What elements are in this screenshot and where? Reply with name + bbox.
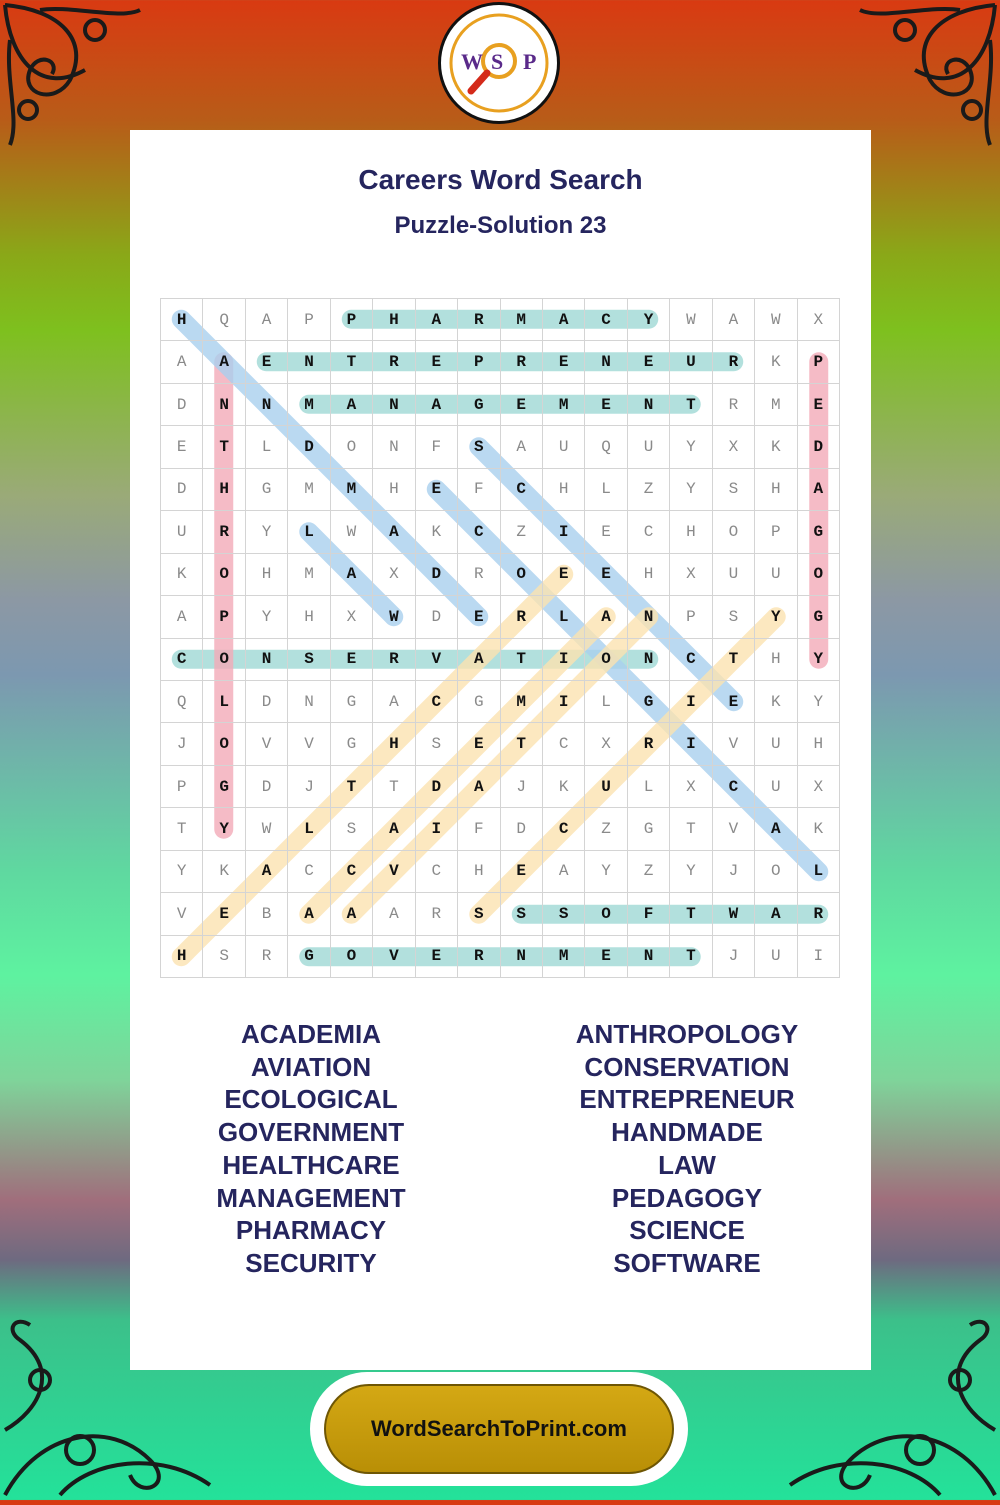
grid-cell[interactable]: S xyxy=(543,893,585,935)
grid-cell[interactable]: N xyxy=(501,936,543,978)
grid-cell[interactable]: I xyxy=(543,681,585,723)
grid-cell[interactable]: X xyxy=(670,766,712,808)
grid-cell[interactable]: C xyxy=(543,808,585,850)
grid-cell[interactable]: H xyxy=(373,469,415,511)
grid-cell[interactable]: S xyxy=(713,596,755,638)
grid-cell[interactable]: J xyxy=(161,723,203,765)
grid-cell[interactable]: J xyxy=(713,851,755,893)
grid-cell[interactable]: P xyxy=(670,596,712,638)
word-list-item: HEALTHCARE xyxy=(222,1149,400,1180)
grid-cell[interactable]: M xyxy=(543,384,585,426)
word-list-item: AVIATION xyxy=(250,1051,372,1082)
grid-cell[interactable]: E xyxy=(458,723,500,765)
word-list-item: ANTHROPOLOGY xyxy=(575,1019,799,1049)
grid-cell[interactable]: D xyxy=(246,681,288,723)
grid-cell[interactable]: W xyxy=(373,596,415,638)
grid-cell[interactable]: Y xyxy=(585,851,627,893)
grid-cell[interactable]: K xyxy=(755,341,797,383)
grid-cell[interactable]: V xyxy=(161,893,203,935)
grid-cell[interactable]: O xyxy=(755,851,797,893)
grid-cell[interactable]: U xyxy=(585,766,627,808)
grid-cell[interactable]: N xyxy=(373,384,415,426)
ornament-top-left xyxy=(0,0,150,150)
grid-cell[interactable]: D xyxy=(416,596,458,638)
grid-cell[interactable]: K xyxy=(755,426,797,468)
grid-cell[interactable]: T xyxy=(670,936,712,978)
grid-cell[interactable]: U xyxy=(755,766,797,808)
grid-cell[interactable]: Q xyxy=(161,681,203,723)
grid-cell[interactable]: O xyxy=(331,426,373,468)
page-subtitle: Puzzle-Solution 23 xyxy=(394,212,607,239)
grid-cell[interactable]: G xyxy=(798,596,840,638)
grid-cell[interactable]: R xyxy=(798,893,840,935)
grid-cell[interactable]: G xyxy=(628,681,670,723)
grid-cell[interactable]: T xyxy=(670,808,712,850)
word-list-item: ENTREPRENEUR xyxy=(579,1084,795,1115)
grid-cell[interactable]: D xyxy=(798,426,840,468)
grid-cell[interactable]: Y xyxy=(798,639,840,681)
grid-cell[interactable]: A xyxy=(755,808,797,850)
grid-cell[interactable]: E xyxy=(458,596,500,638)
puzzle-card xyxy=(130,130,871,1370)
grid-cell[interactable]: N xyxy=(288,681,330,723)
grid-cell[interactable]: A xyxy=(416,299,458,341)
grid-cell[interactable]: C xyxy=(713,766,755,808)
grid-cell[interactable]: D xyxy=(288,426,330,468)
grid-cell[interactable]: D xyxy=(246,766,288,808)
grid-cell[interactable]: E xyxy=(203,893,245,935)
grid-cell[interactable]: X xyxy=(713,426,755,468)
grid-cell[interactable]: Z xyxy=(585,808,627,850)
grid-cell[interactable]: U xyxy=(755,936,797,978)
grid-cell[interactable]: C xyxy=(458,511,500,553)
grid-cell[interactable]: A xyxy=(798,469,840,511)
wsp-logo[interactable] xyxy=(438,2,560,124)
grid-cell[interactable]: G xyxy=(628,808,670,850)
grid-cell[interactable]: P xyxy=(288,299,330,341)
grid-cell[interactable]: M xyxy=(501,681,543,723)
grid-cell[interactable]: S xyxy=(203,936,245,978)
grid-cell[interactable]: D xyxy=(416,766,458,808)
grid-cell[interactable]: C xyxy=(628,511,670,553)
grid-cell[interactable]: Y xyxy=(246,511,288,553)
grid-cell[interactable]: C xyxy=(585,299,627,341)
grid-cell[interactable]: Y xyxy=(670,426,712,468)
grid-cell[interactable]: A xyxy=(458,639,500,681)
grid-cell[interactable]: J xyxy=(501,766,543,808)
grid-cell[interactable]: H xyxy=(670,511,712,553)
grid-cell[interactable]: T xyxy=(203,426,245,468)
grid-cell[interactable]: X xyxy=(585,723,627,765)
grid-cell[interactable]: P xyxy=(798,341,840,383)
grid-cell[interactable]: E xyxy=(585,384,627,426)
footer-text: WordSearchToPrint.com xyxy=(371,1416,627,1441)
logo-letter-p: P xyxy=(523,49,537,74)
word-list-item: ACADEMIA xyxy=(240,1019,382,1049)
grid-cell[interactable]: L xyxy=(288,511,330,553)
grid-cell[interactable]: H xyxy=(755,469,797,511)
grid-cell[interactable]: F xyxy=(628,893,670,935)
grid-cell[interactable]: O xyxy=(203,723,245,765)
grid-cell[interactable]: Y xyxy=(670,851,712,893)
grid-cell[interactable]: H xyxy=(288,596,330,638)
grid-cell[interactable]: A xyxy=(373,893,415,935)
grid-cell[interactable]: G xyxy=(203,766,245,808)
grid-cell[interactable]: H xyxy=(628,554,670,596)
grid-cell[interactable]: I xyxy=(670,723,712,765)
grid-cell[interactable]: E xyxy=(331,639,373,681)
grid-cell[interactable]: H xyxy=(755,639,797,681)
grid-cell[interactable]: C xyxy=(288,851,330,893)
grid-cell[interactable]: A xyxy=(203,341,245,383)
grid-cell[interactable]: S xyxy=(331,808,373,850)
grid-cell[interactable]: L xyxy=(798,851,840,893)
grid-cell[interactable]: R xyxy=(373,639,415,681)
grid-cell[interactable]: O xyxy=(585,639,627,681)
grid-cell[interactable]: R xyxy=(713,384,755,426)
grid-cell[interactable]: M xyxy=(288,469,330,511)
grid-cell[interactable]: G xyxy=(331,681,373,723)
word-list-item: PHARMACY xyxy=(235,1215,387,1246)
grid-cell[interactable]: N xyxy=(246,384,288,426)
grid-cell[interactable]: A xyxy=(246,299,288,341)
grid-cell[interactable]: M xyxy=(288,554,330,596)
grid-cell[interactable]: M xyxy=(755,384,797,426)
grid-cell[interactable]: E xyxy=(798,384,840,426)
grid-cell[interactable]: E xyxy=(585,936,627,978)
grid-cell[interactable]: A xyxy=(713,299,755,341)
grid-cell[interactable]: H xyxy=(161,936,203,978)
grid-cell[interactable]: G xyxy=(458,681,500,723)
grid-cell[interactable]: P xyxy=(458,341,500,383)
grid-cell[interactable]: A xyxy=(373,808,415,850)
grid-cell[interactable]: E xyxy=(246,341,288,383)
word-list-item: SECURITY xyxy=(245,1247,377,1278)
grid-cell[interactable]: M xyxy=(543,936,585,978)
grid-cell[interactable]: V xyxy=(288,723,330,765)
logo-letter-s: S xyxy=(491,49,504,74)
word-list-item: CONSERVATION xyxy=(584,1051,790,1082)
grid-cell[interactable]: U xyxy=(755,723,797,765)
grid-cell[interactable]: G xyxy=(798,511,840,553)
grid-cell[interactable]: D xyxy=(161,469,203,511)
grid-cell[interactable]: E xyxy=(628,341,670,383)
grid-cell[interactable]: A xyxy=(755,893,797,935)
grid-cell[interactable]: R xyxy=(458,554,500,596)
grid-cell[interactable]: N xyxy=(585,341,627,383)
grid-cell[interactable]: W xyxy=(246,808,288,850)
grid-cell[interactable]: E xyxy=(416,469,458,511)
grid-cell[interactable]: T xyxy=(501,639,543,681)
page-title: Careers Word Search xyxy=(358,164,643,195)
grid-cell[interactable]: Y xyxy=(670,469,712,511)
grid-cell[interactable]: E xyxy=(543,341,585,383)
grid-cell[interactable]: A xyxy=(543,299,585,341)
grid-cell[interactable]: E xyxy=(416,341,458,383)
grid-cell[interactable]: W xyxy=(713,893,755,935)
grid-cell[interactable]: D xyxy=(161,384,203,426)
ornament-top-right xyxy=(850,0,1000,150)
grid-cell[interactable]: A xyxy=(585,596,627,638)
grid-cell[interactable]: A xyxy=(458,766,500,808)
grid-cell[interactable]: T xyxy=(670,893,712,935)
logo-letter-w: W xyxy=(461,49,483,74)
grid-cell[interactable]: V xyxy=(373,851,415,893)
grid-cell[interactable]: E xyxy=(501,384,543,426)
grid-cell[interactable]: Y xyxy=(246,596,288,638)
grid-cell[interactable]: Q xyxy=(203,299,245,341)
word-list-item: LAW xyxy=(658,1149,716,1180)
grid-cell[interactable]: N xyxy=(628,384,670,426)
grid-cell[interactable]: X xyxy=(798,766,840,808)
grid-cell[interactable]: A xyxy=(161,341,203,383)
grid-cell[interactable]: K xyxy=(203,851,245,893)
word-list-right xyxy=(502,1018,872,1280)
grid-cell[interactable]: A xyxy=(373,681,415,723)
grid-cell[interactable]: I xyxy=(798,936,840,978)
grid-cell[interactable]: H xyxy=(798,723,840,765)
grid-cell[interactable]: A xyxy=(331,554,373,596)
grid-cell[interactable]: S xyxy=(416,723,458,765)
grid-cell[interactable]: A xyxy=(246,851,288,893)
grid-cell[interactable]: R xyxy=(203,511,245,553)
grid-cell[interactable]: G xyxy=(458,384,500,426)
grid-cell[interactable]: I xyxy=(416,808,458,850)
grid-cell[interactable]: L xyxy=(288,808,330,850)
grid-cell[interactable]: V xyxy=(246,723,288,765)
grid-cell[interactable]: T xyxy=(501,723,543,765)
grid-cell[interactable]: H xyxy=(246,554,288,596)
footer-link[interactable] xyxy=(324,1384,674,1474)
grid-cell[interactable]: R xyxy=(501,341,543,383)
grid-cell[interactable]: S xyxy=(458,426,500,468)
grid-cell[interactable]: U xyxy=(161,511,203,553)
grid-cell[interactable]: R xyxy=(713,341,755,383)
grid-cell[interactable]: R xyxy=(458,299,500,341)
grid-cell[interactable]: E xyxy=(585,554,627,596)
grid-cell[interactable]: C xyxy=(161,639,203,681)
grid-cell[interactable]: T xyxy=(161,808,203,850)
grid-cell[interactable]: G xyxy=(288,936,330,978)
grid-cell[interactable]: C xyxy=(543,723,585,765)
grid-cell[interactable]: D xyxy=(416,554,458,596)
grid-cell[interactable]: A xyxy=(501,426,543,468)
grid-cell[interactable]: I xyxy=(543,511,585,553)
grid-cell[interactable]: J xyxy=(288,766,330,808)
grid-cell[interactable]: O xyxy=(585,893,627,935)
grid-cell[interactable]: V xyxy=(713,808,755,850)
grid-cell[interactable]: R xyxy=(416,893,458,935)
grid-cell[interactable]: R xyxy=(501,596,543,638)
grid-cell[interactable]: K xyxy=(416,511,458,553)
grid-cell[interactable]: F xyxy=(458,469,500,511)
grid-cell[interactable]: M xyxy=(288,384,330,426)
grid-cell[interactable]: Y xyxy=(161,851,203,893)
footer-badge xyxy=(310,1372,688,1486)
grid-cell[interactable]: L xyxy=(585,469,627,511)
grid-cell[interactable]: U xyxy=(670,341,712,383)
grid-cell[interactable]: T xyxy=(713,639,755,681)
grid-cell[interactable]: A xyxy=(373,511,415,553)
grid-cell[interactable]: P xyxy=(203,596,245,638)
word-list-item: GOVERNMENT xyxy=(217,1117,405,1148)
grid-cell[interactable]: U xyxy=(543,426,585,468)
grid-cell[interactable]: A xyxy=(331,384,373,426)
grid-cell[interactable]: D xyxy=(501,808,543,850)
grid-cell[interactable]: L xyxy=(246,426,288,468)
word-list-item: MANAGEMENT xyxy=(216,1182,406,1213)
grid-cell[interactable]: G xyxy=(331,723,373,765)
grid-cell[interactable]: N xyxy=(288,341,330,383)
grid-cell[interactable]: Z xyxy=(501,511,543,553)
grid-cell[interactable]: C xyxy=(501,469,543,511)
grid-cell[interactable]: R xyxy=(458,936,500,978)
grid-cell[interactable]: P xyxy=(161,766,203,808)
grid-cell[interactable]: O xyxy=(501,554,543,596)
grid-cell[interactable]: K xyxy=(798,808,840,850)
grid-cell[interactable]: N xyxy=(628,639,670,681)
grid-cell[interactable]: G xyxy=(246,469,288,511)
grid-cell[interactable]: I xyxy=(543,639,585,681)
grid-cell[interactable]: K xyxy=(755,681,797,723)
grid-cell[interactable]: H xyxy=(373,299,415,341)
grid-cell[interactable]: S xyxy=(458,893,500,935)
grid-cell[interactable]: A xyxy=(416,384,458,426)
grid-cell[interactable]: A xyxy=(331,893,373,935)
grid-cell[interactable]: L xyxy=(543,596,585,638)
grid-cell[interactable]: E xyxy=(501,851,543,893)
grid-cell[interactable]: T xyxy=(331,766,373,808)
grid-cell[interactable]: V xyxy=(713,723,755,765)
grid-cell[interactable]: Z xyxy=(628,469,670,511)
grid-cell[interactable]: N xyxy=(628,936,670,978)
grid-cell[interactable]: E xyxy=(713,681,755,723)
grid-cell[interactable]: C xyxy=(670,639,712,681)
grid-cell[interactable]: L xyxy=(628,766,670,808)
grid-cell[interactable]: U xyxy=(713,554,755,596)
grid-cell[interactable]: Y xyxy=(755,596,797,638)
grid-cell[interactable]: X xyxy=(331,596,373,638)
grid-cell[interactable]: H xyxy=(458,851,500,893)
grid-cell[interactable]: Y xyxy=(798,681,840,723)
grid-cell[interactable]: O xyxy=(203,554,245,596)
word-list-item: PEDAGOGY xyxy=(611,1182,763,1213)
word-list-item: ECOLOGICAL xyxy=(224,1084,398,1115)
grid-cell[interactable]: Q xyxy=(585,426,627,468)
grid-cell[interactable]: O xyxy=(331,936,373,978)
grid-cell[interactable]: S xyxy=(501,893,543,935)
grid-cell[interactable]: M xyxy=(331,469,373,511)
grid-cell[interactable]: S xyxy=(288,639,330,681)
grid-cell[interactable]: E xyxy=(416,936,458,978)
grid-cell[interactable]: L xyxy=(203,681,245,723)
grid-cell[interactable]: B xyxy=(246,893,288,935)
grid-cell[interactable]: W xyxy=(670,299,712,341)
grid-cell[interactable]: P xyxy=(331,299,373,341)
grid-cell[interactable]: W xyxy=(331,511,373,553)
grid-cell[interactable]: W xyxy=(755,299,797,341)
grid-cell[interactable]: H xyxy=(543,469,585,511)
grid-cell[interactable]: C xyxy=(416,681,458,723)
grid-cell[interactable]: H xyxy=(161,299,203,341)
grid-cell[interactable]: E xyxy=(161,426,203,468)
word-list-item: HANDMADE xyxy=(611,1117,763,1148)
grid-cell[interactable]: A xyxy=(161,596,203,638)
grid-cell[interactable]: C xyxy=(331,851,373,893)
grid-cell[interactable]: K xyxy=(161,554,203,596)
grid-cell[interactable]: X xyxy=(798,299,840,341)
grid-cell[interactable]: T xyxy=(331,341,373,383)
grid-cell[interactable]: O xyxy=(713,511,755,553)
grid-cell[interactable]: R xyxy=(373,341,415,383)
grid-cell[interactable]: Z xyxy=(628,851,670,893)
grid-cell[interactable]: X xyxy=(670,554,712,596)
grid-cell[interactable]: T xyxy=(670,384,712,426)
grid-cell[interactable]: N xyxy=(203,384,245,426)
grid-cell[interactable]: E xyxy=(585,511,627,553)
grid-cell[interactable]: V xyxy=(416,639,458,681)
grid-cell[interactable]: M xyxy=(501,299,543,341)
grid-cell[interactable]: O xyxy=(798,554,840,596)
grid-cell[interactable]: R xyxy=(246,936,288,978)
grid-cell[interactable]: F xyxy=(458,808,500,850)
word-list-left xyxy=(126,1018,496,1280)
grid-cell[interactable]: C xyxy=(416,851,458,893)
grid-cell[interactable]: J xyxy=(713,936,755,978)
grid-cell[interactable]: X xyxy=(373,554,415,596)
grid-cell[interactable]: Y xyxy=(628,299,670,341)
grid-cell[interactable]: U xyxy=(628,426,670,468)
word-list-item: SOFTWARE xyxy=(613,1247,761,1278)
word-list-item: SCIENCE xyxy=(629,1215,745,1246)
grid-cell[interactable]: N xyxy=(628,596,670,638)
grid-cell[interactable]: T xyxy=(373,766,415,808)
grid-cell[interactable]: H xyxy=(203,469,245,511)
grid-cell[interactable]: L xyxy=(585,681,627,723)
grid-cell[interactable]: N xyxy=(373,426,415,468)
grid-cell[interactable]: V xyxy=(373,936,415,978)
grid-cell[interactable]: Y xyxy=(203,808,245,850)
grid-cell[interactable]: U xyxy=(755,554,797,596)
grid-cell[interactable]: K xyxy=(543,766,585,808)
grid-cell[interactable]: I xyxy=(670,681,712,723)
grid-cell[interactable]: A xyxy=(543,851,585,893)
grid-cell[interactable]: E xyxy=(543,554,585,596)
grid-cell[interactable]: R xyxy=(628,723,670,765)
letter-grid xyxy=(160,298,840,978)
grid-cell[interactable]: A xyxy=(288,893,330,935)
grid-cell[interactable]: S xyxy=(713,469,755,511)
grid-cell[interactable]: H xyxy=(373,723,415,765)
grid-cell[interactable]: P xyxy=(755,511,797,553)
grid-cell[interactable]: O xyxy=(203,639,245,681)
word-grid xyxy=(160,298,840,978)
grid-cell[interactable]: F xyxy=(416,426,458,468)
grid-cell[interactable]: N xyxy=(246,639,288,681)
